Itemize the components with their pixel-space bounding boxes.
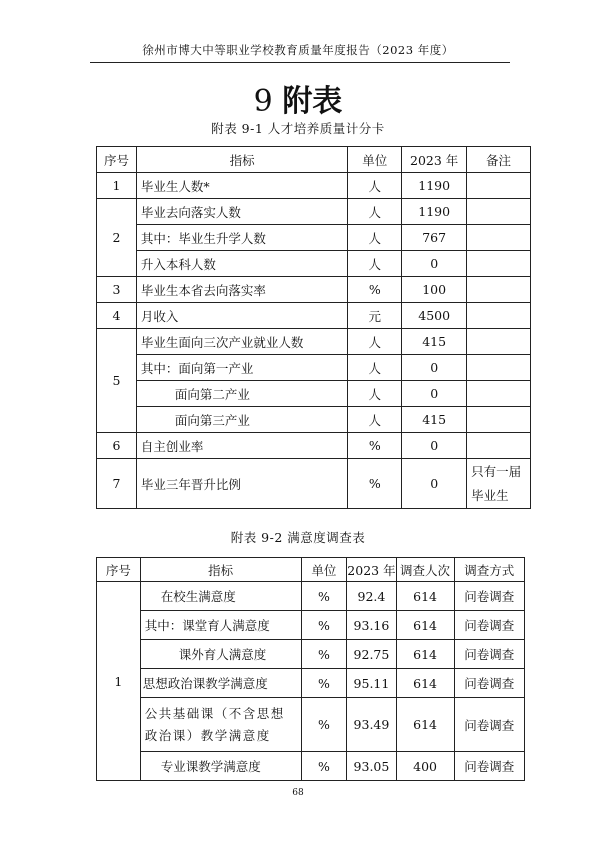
row-seq: 2 [97, 199, 137, 277]
table-row [97, 199, 531, 225]
row-indicator: 毕业三年晋升比例 [136, 459, 347, 509]
row-value: 1190 [402, 199, 467, 225]
row-unit: % [301, 640, 347, 669]
row-value: 92.75 [347, 640, 396, 669]
row-indicator: 在校生满意度 [140, 582, 301, 611]
row-count: 614 [396, 611, 454, 640]
row-note: 只有一届毕业生 [467, 459, 531, 509]
header-indicator: 指标 [136, 147, 347, 173]
row-seq: 4 [97, 303, 137, 329]
table-row [97, 433, 531, 459]
row-value: 0 [402, 459, 467, 509]
row-value: 415 [402, 329, 467, 355]
row-unit: 人 [348, 173, 402, 199]
table-row [97, 329, 531, 355]
row-seq: 5 [97, 329, 137, 433]
row-count: 614 [396, 582, 454, 611]
row-value: 93.05 [347, 752, 396, 781]
row-note [467, 277, 531, 303]
table-row [97, 407, 531, 433]
header-seq: 序号 [97, 147, 137, 173]
row-indicator: 自主创业率 [136, 433, 347, 459]
table-header-row [97, 558, 525, 582]
table-row [97, 225, 531, 251]
row-unit: % [348, 277, 402, 303]
row-method: 问卷调查 [454, 669, 524, 698]
chapter-title [0, 76, 596, 120]
row-note [467, 407, 531, 433]
header-year: 2023 年 [347, 558, 396, 582]
row-unit: 人 [348, 355, 402, 381]
row-value: 0 [402, 433, 467, 459]
row-indicator: 其中：课堂育人满意度 [140, 611, 301, 640]
row-indicator: 面向第三产业 [136, 407, 347, 433]
header-unit: 单位 [301, 558, 347, 582]
table-row [97, 459, 531, 509]
row-indicator: 毕业生面向三次产业就业人数 [136, 329, 347, 355]
row-unit: 人 [348, 329, 402, 355]
row-indicator: 升入本科人数 [136, 251, 347, 277]
row-indicator: 毕业去向落实人数 [136, 199, 347, 225]
row-count: 614 [396, 640, 454, 669]
row-indicator: 其中：毕业生升学人数 [136, 225, 347, 251]
table-row [97, 277, 531, 303]
row-unit: % [301, 611, 347, 640]
row-count: 614 [396, 669, 454, 698]
row-value: 415 [402, 407, 467, 433]
row-indicator: 其中：面向第一产业 [136, 355, 347, 381]
header-seq: 序号 [97, 558, 141, 582]
row-method: 问卷调查 [454, 698, 524, 752]
chapter-name: 附表 [282, 84, 343, 119]
row-unit: % [301, 698, 347, 752]
row-unit: 人 [348, 407, 402, 433]
row-seq: 3 [97, 277, 137, 303]
row-indicator: 毕业生人数* [136, 173, 347, 199]
row-unit: 人 [348, 225, 402, 251]
row-method: 问卷调查 [454, 752, 524, 781]
talent-quality-scorecard-table [96, 146, 531, 509]
header-unit: 单位 [348, 147, 402, 173]
row-value: 4500 [402, 303, 467, 329]
table-row [97, 698, 525, 752]
row-note [467, 355, 531, 381]
table-row [97, 251, 531, 277]
chapter-number: 9 [253, 84, 273, 119]
row-indicator: 月收入 [136, 303, 347, 329]
row-unit: % [348, 433, 402, 459]
row-seq: 6 [97, 433, 137, 459]
row-count: 400 [396, 752, 454, 781]
table-row [97, 669, 525, 698]
row-note [467, 251, 531, 277]
header-note: 备注 [467, 147, 531, 173]
row-value: 95.11 [347, 669, 396, 698]
row-seq: 1 [97, 173, 137, 199]
row-note [467, 173, 531, 199]
row-unit: 人 [348, 251, 402, 277]
table-row [97, 381, 531, 407]
row-unit: 元 [348, 303, 402, 329]
row-seq: 1 [97, 582, 141, 781]
row-indicator: 课外育人满意度 [140, 640, 301, 669]
row-value: 0 [402, 381, 467, 407]
row-unit: % [348, 459, 402, 509]
header-year: 2023 年 [402, 147, 467, 173]
row-method: 问卷调查 [454, 582, 524, 611]
row-indicator: 思想政治课教学满意度 [140, 669, 301, 698]
row-note [467, 303, 531, 329]
row-note [467, 381, 531, 407]
row-value: 0 [402, 355, 467, 381]
row-indicator: 专业课教学满意度 [140, 752, 301, 781]
row-value: 92.4 [347, 582, 396, 611]
row-value: 0 [402, 251, 467, 277]
header-count: 调查人次 [396, 558, 454, 582]
table-row [97, 752, 525, 781]
row-unit: 人 [348, 199, 402, 225]
row-note [467, 225, 531, 251]
row-value: 93.16 [347, 611, 396, 640]
row-indicator: 毕业生本省去向落实率 [136, 277, 347, 303]
row-unit: % [301, 669, 347, 698]
row-seq: 7 [97, 459, 137, 509]
header-indicator: 指标 [140, 558, 301, 582]
table-row [97, 582, 525, 611]
table-row [97, 173, 531, 199]
table1-caption: 附表 9-1 人才培养质量计分卡 [211, 121, 385, 136]
row-count: 614 [396, 698, 454, 752]
row-note [467, 433, 531, 459]
page-number: 68 [292, 788, 304, 798]
row-value: 100 [402, 277, 467, 303]
row-unit: 人 [348, 381, 402, 407]
row-unit: % [301, 582, 347, 611]
table-row [97, 355, 531, 381]
row-value: 93.49 [347, 698, 396, 752]
row-note [467, 199, 531, 225]
row-method: 问卷调查 [454, 640, 524, 669]
header-method: 调查方式 [454, 558, 524, 582]
table-row [97, 303, 531, 329]
table-header-row [97, 147, 531, 173]
row-indicator: 公共基础课（不含思想政治课）教学满意度 [140, 698, 301, 752]
table2-caption: 附表 9-2 满意度调查表 [230, 530, 366, 545]
row-method: 问卷调查 [454, 611, 524, 640]
satisfaction-survey-table [96, 557, 525, 781]
row-value: 767 [402, 225, 467, 251]
header-rule [90, 62, 510, 63]
row-indicator: 面向第二产业 [136, 381, 347, 407]
row-note [467, 329, 531, 355]
row-value: 1190 [402, 173, 467, 199]
table-row [97, 640, 525, 669]
row-unit: % [301, 752, 347, 781]
table-row [97, 611, 525, 640]
page-header: 徐州市博大中等职业学校教育质量年度报告（2023 年度） [142, 43, 454, 57]
